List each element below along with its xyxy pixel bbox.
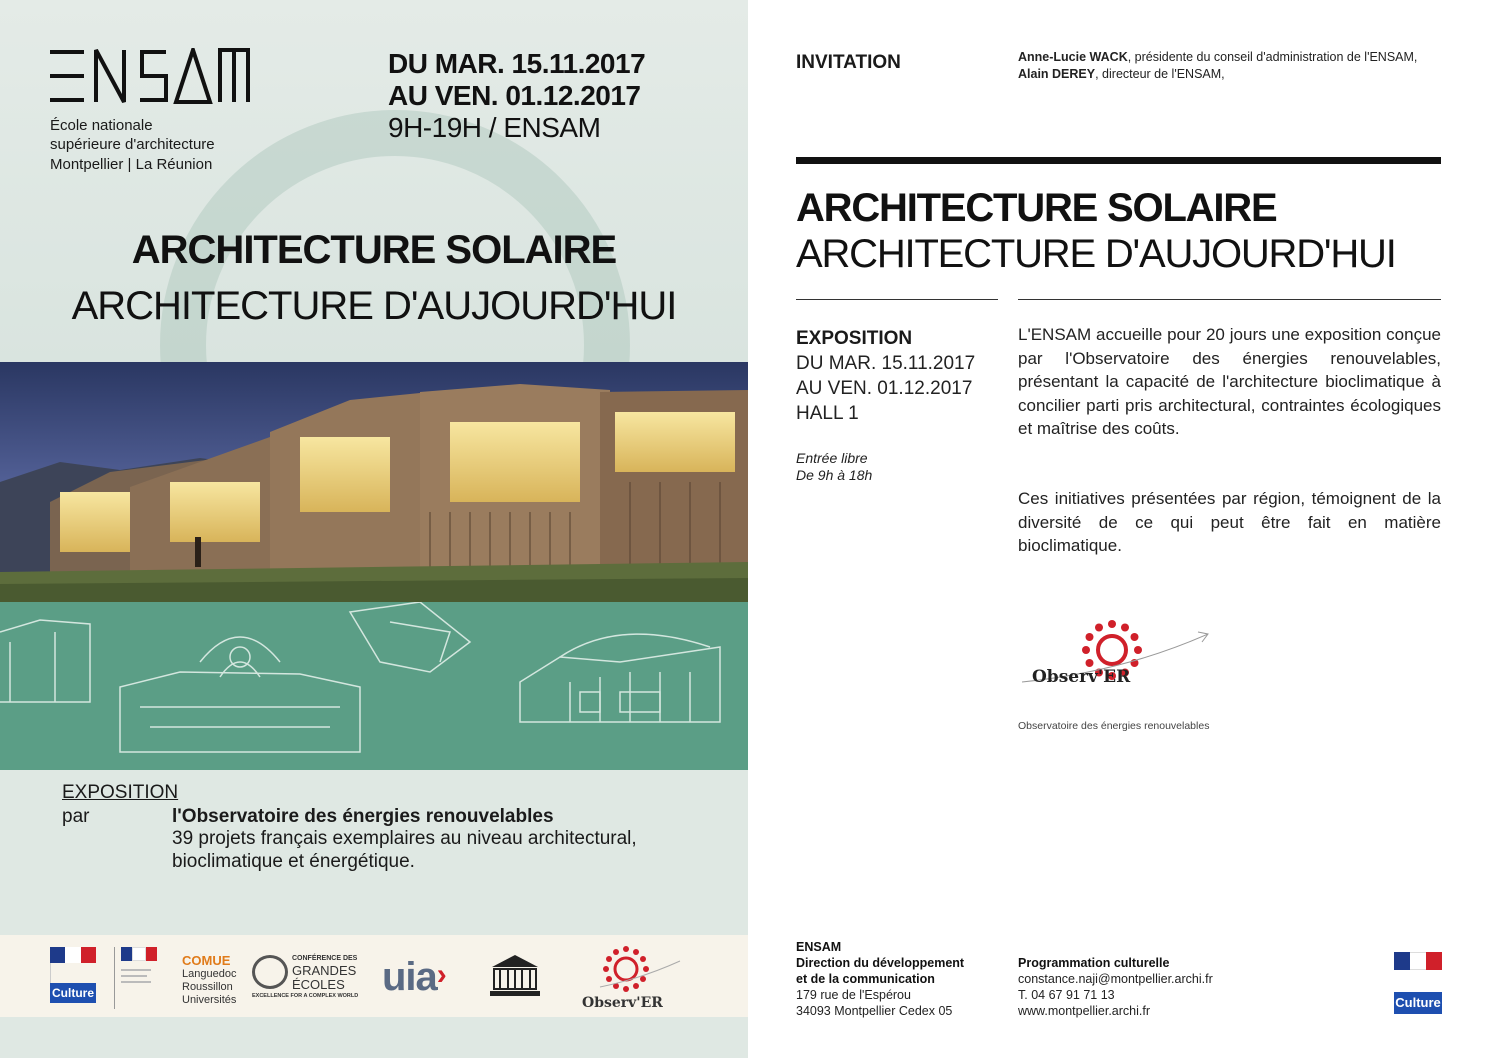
culture-label: Culture: [50, 983, 96, 1003]
comue-logo: [182, 953, 236, 1007]
cge-tagline: EXCELLENCE FOR A COMPLEX WORLD: [252, 993, 359, 999]
invitation-title-line-2: ARCHITECTURE D'AUJOURD'HUI: [796, 232, 1396, 276]
school-name-line-2: supérieure d'architecture: [50, 136, 215, 153]
invitation-label: INVITATION: [796, 52, 901, 73]
divider: [1018, 299, 1441, 300]
cge-small-text: CONFÉRENCE DES: [292, 955, 358, 962]
footer-address-1: 179 rue de l'Espérou: [796, 988, 911, 1002]
poster-exhibition-label: EXPOSITION: [62, 782, 179, 803]
invitation-title-line-1: ARCHITECTURE SOLAIRE: [796, 186, 1277, 230]
footer-program-title: Programmation culturelle: [1018, 956, 1170, 970]
ministry-culture-logo: [1394, 952, 1442, 1014]
poster-organizer: l'Observatoire des énergies renouvelables: [172, 806, 554, 827]
comue-line: Languedoc: [182, 968, 237, 980]
uia-text: uia: [382, 955, 437, 999]
observer-logo-name: Observ'ER: [1032, 667, 1131, 687]
footer-email-link[interactable]: constance.naji@montpellier.archi.fr: [1018, 972, 1213, 986]
cge-logo: [252, 955, 364, 1001]
ensam-logo: [50, 48, 254, 104]
ministry-culture-logo: [50, 947, 96, 1009]
poster-description-line-1: 39 projets français exemplaires au niveau architectural,: [172, 828, 637, 849]
poster-hours-venue: 9H-19H / ENSAM: [388, 112, 601, 143]
architectural-drawings-band: [0, 602, 748, 770]
host-1-name: Anne-Lucie WACK: [1018, 50, 1128, 64]
poster-date-start: DU MAR. 15.11.2017: [388, 48, 646, 79]
cge-title-1: GRANDES: [292, 963, 357, 978]
observer-logo-small: [580, 941, 692, 1017]
host-2-name: Alain DEREY: [1018, 67, 1096, 81]
description-paragraph-2: Ces initiatives présentées par région, témoignent de la diversité de ce qui peut être fait en matière bioclimatique.: [1018, 489, 1441, 555]
observer-logo: [1012, 620, 1222, 735]
uia-logo: [382, 955, 447, 1000]
cge-title-2: ÉCOLES: [292, 977, 345, 992]
footer-department-1: Direction du développement: [796, 956, 965, 970]
host-1-role: , présidente du conseil d'administration de l'ENSAM,: [1127, 50, 1418, 64]
divider: [796, 299, 998, 300]
title-bar-divider: [796, 157, 1441, 164]
host-line-1: [1018, 50, 1417, 64]
observer-name: Observ'ER: [582, 995, 663, 1011]
footer-address-2: 34093 Montpellier Cedex 05: [796, 1004, 953, 1018]
exhibition-start-date: DU MAR. 15.11.2017: [796, 353, 976, 374]
poster-description-line-2: bioclimatique et énergétique.: [172, 851, 415, 872]
opening-hours: De 9h à 18h: [796, 467, 873, 483]
poster-by-label: par: [62, 806, 90, 827]
poster-title-line-2: ARCHITECTURE D'AUJOURD'HUI: [71, 284, 677, 328]
school-name-line-1: École nationale: [50, 117, 153, 134]
exhibition-location: HALL 1: [796, 403, 859, 424]
host-line-2: [1018, 67, 1225, 81]
poster-footer-band: [0, 1017, 748, 1058]
ministry-logo: [114, 947, 160, 1009]
comue-title: COMUE: [182, 953, 231, 968]
comue-line: Universités: [182, 994, 237, 1006]
host-2-role: , directeur de l'ENSAM,: [1095, 67, 1225, 81]
poster-date-end: AU VEN. 01.12.2017: [388, 80, 641, 111]
exhibition-label: EXPOSITION: [796, 328, 913, 349]
observer-logo-tagline: Observatoire des énergies renouvelables: [1018, 720, 1210, 732]
school-name-line-3: Montpellier | La Réunion: [50, 156, 213, 173]
footer-website-link[interactable]: www.montpellier.archi.fr: [1018, 1004, 1150, 1018]
unesco-logo: [488, 953, 542, 999]
poster-title-line-1: ARCHITECTURE SOLAIRE: [131, 228, 617, 272]
culture-label: Culture: [1394, 992, 1442, 1014]
footer-phone: T. 04 67 91 71 13: [1018, 988, 1115, 1002]
building-photo: [0, 362, 748, 602]
footer-department-2: et de la communication: [796, 972, 935, 986]
entry-info: Entrée libre: [796, 450, 868, 466]
uia-chevron-icon: ›: [436, 958, 447, 991]
exhibition-end-date: AU VEN. 01.12.2017: [796, 378, 973, 399]
comue-line: Roussillon: [182, 981, 233, 993]
description-paragraph-1: L'ENSAM accueille pour 20 jours une exposition conçue par l'Observatoire des énergies renouvelables, présentant la capacité de l'architecture bioclimatique à concilier parti pris architectural, contraintes écologiques et maîtrise des coûts.: [1018, 325, 1441, 438]
footer-org: ENSAM: [796, 940, 842, 954]
partner-logos-strip: [0, 935, 748, 1017]
